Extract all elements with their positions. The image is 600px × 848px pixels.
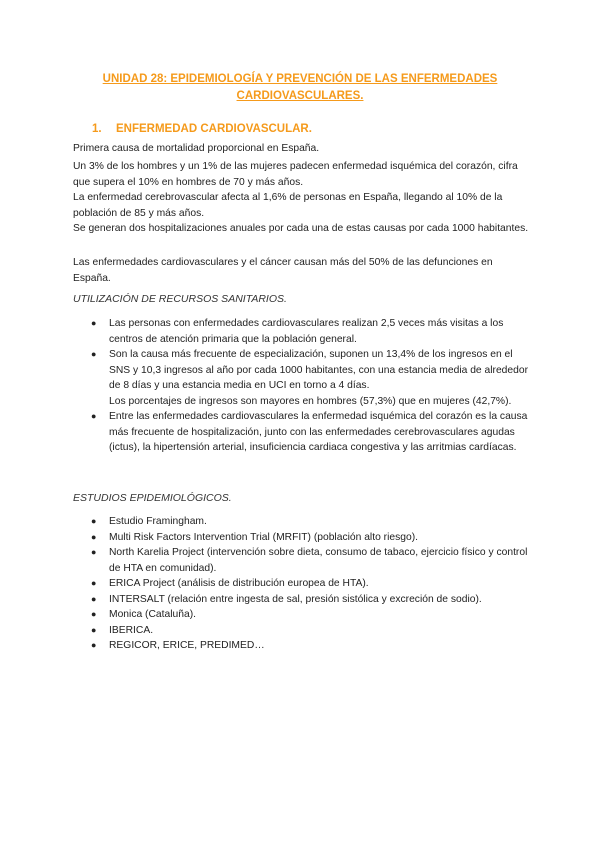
section-label: ENFERMEDAD CARDIOVASCULAR. [116, 123, 312, 135]
bullet-icon: ● [91, 349, 97, 359]
list-item: ● Monica (Cataluña). [0, 607, 600, 623]
bullet-icon: ● [91, 547, 97, 557]
bullet-icon: ● [91, 531, 97, 542]
bullet-icon: ● [91, 411, 97, 421]
list-item-continuation: Los porcentajes de ingresos son mayores en hombres (57,3%) que en mujeres (42,7%). [109, 395, 512, 407]
list-item: ● Son la causa más frecuente de especialización, suponen un 13,4% de los ingresos en el SNS y 10,3 ingresos al año por cada 1000 habitantes, con una estancia media de alrededor de 8 días y una estancia media en UCI en torno a 4 días. Los porcentajes de ingresos son mayores en hombres (57,3%) que en mujeres (42,7%). [0, 347, 600, 409]
resources-heading: UTILIZACIÓN DE RECURSOS SANITARIOS. [73, 293, 287, 305]
bullet-icon: ● [91, 640, 97, 650]
document-title: UNIDAD 28: EPIDEMIOLOGÍA Y PREVENCIÓN DE LAS ENFERMEDADES CARDIOVASCULARES. [102, 73, 498, 102]
paragraph-ischemic: Un 3% de los hombres y un 1% de las mujeres padecen enfermedad isquémica del corazón, cifra que supera el 10% en hombres de 70 y más años. [73, 161, 518, 188]
studies-heading: ESTUDIOS EPIDEMIOLÓGICOS. [73, 492, 232, 504]
bullet-icon: ● [91, 516, 97, 526]
list-item: ● REGICOR, ERICE, PREDIMED… [0, 638, 600, 654]
paragraph-mortality: Primera causa de mortalidad proporcional en España. [73, 143, 320, 154]
bullet-icon: ● [91, 578, 97, 588]
list-item: ● Multi Risk Factors Intervention Trial (MRFIT) (población alto riesgo). [0, 530, 600, 546]
list-item: ● INTERSALT (relación entre ingesta de sal, presión sistólica y excreción de sodio). [0, 592, 600, 608]
section-heading [92, 123, 312, 135]
bullet-icon: ● [91, 609, 97, 619]
studies-list [0, 514, 600, 654]
list-item: ● IBERICA. [0, 623, 600, 639]
list-item: ● North Karelia Project (intervención sobre dieta, consumo de tabaco, ejercicio físico y control de HTA en comunidad). [91, 547, 528, 574]
bullet-icon: ● [91, 593, 97, 604]
list-item: ● Estudio Framingham. [0, 514, 600, 530]
paragraph-cerebrovascular: La enfermedad cerebrovascular afecta al 1,6% de personas en España, llegando al 10% de la población de 85 y más años. [73, 192, 503, 219]
list-item: ● ERICA Project (análisis de distribución europea de HTA). [0, 576, 600, 592]
paragraph-hospitalizations: Se generan dos hospitalizaciones anuales por cada una de estas causas por cada 1000 habitantes. [73, 223, 529, 234]
section-number: 1. [92, 123, 102, 135]
list-item: ● Entre las enfermedades cardiovasculares la enfermedad isquémica del corazón es la causa más frecuente de hospitalización, junto con las enfermedades cerebrovasculares agudas (ictus), la hipertensión arterial, insuficiencia cardiaca congestiva y las arritmias cardíacas. [91, 411, 528, 453]
list-item: ● Las personas con enfermedades cardiovasculares realizan 2,5 veces más visitas a los centros de atención primaria que la población general. [91, 318, 504, 345]
resources-list [0, 316, 600, 456]
bullet-icon: ● [91, 318, 97, 328]
paragraph-deaths: Las enfermedades cardiovasculares y el cáncer causan más del 50% de las defunciones en España. [73, 257, 493, 284]
bullet-icon: ● [91, 624, 97, 635]
